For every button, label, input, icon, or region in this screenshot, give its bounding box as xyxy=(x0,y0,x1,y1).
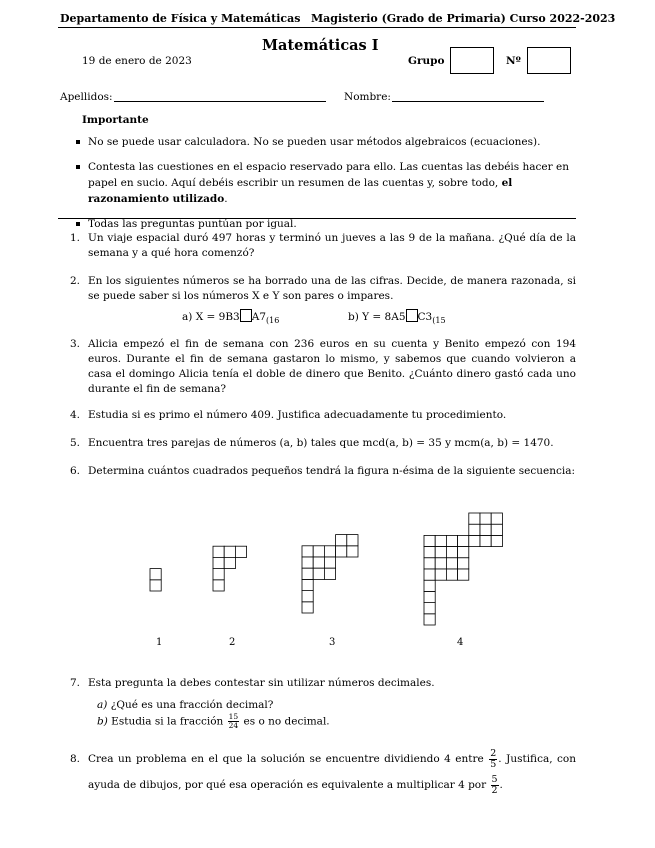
grid-square xyxy=(435,535,446,546)
figure-label-4: 4 xyxy=(457,637,464,648)
question-7-part-a: a) ¿Qué es una fracción decimal? xyxy=(97,699,274,711)
grid-square xyxy=(324,557,335,568)
grid-square xyxy=(435,558,446,569)
grid-square xyxy=(435,547,446,558)
grid-square xyxy=(150,580,161,591)
grid-square xyxy=(446,569,457,580)
important-title: Importante xyxy=(82,114,149,126)
grid-square xyxy=(302,557,313,568)
grid-square xyxy=(347,546,358,557)
grid-square xyxy=(424,558,435,569)
important-item: No se puede usar calculadora. No se pueden usar métodos algebraicos (ecuaciones). xyxy=(60,134,580,150)
important-item: Contesta las cuestiones en el espacio reservado para ello. Las cuentas las debéis hacer en papel en sucio. Aquí debéis escribir un resumen de las cuentas y, sobre todo, el razonamiento utilizado. xyxy=(60,159,580,207)
figure-label-3: 3 xyxy=(329,637,336,648)
grid-square xyxy=(446,558,457,569)
grid-square xyxy=(213,580,224,591)
question-2-part-b: b) Y = 8A5 $C3_{(15}$ xyxy=(348,311,446,326)
grid-square xyxy=(302,546,313,557)
question-4: 4. Estudia si es primo el número 409. Justifica adecuadamente tu procedimiento. xyxy=(70,409,507,421)
grid-square xyxy=(213,569,224,580)
department-header: Departamento de Física y Matemáticas xyxy=(60,12,301,25)
grid-square xyxy=(224,546,235,557)
grid-square xyxy=(424,603,435,614)
grid-square xyxy=(446,547,457,558)
course-header: Magisterio (Grado de Primaria) Curso 2022-2023 xyxy=(311,12,616,25)
question-6: 6. Determina cuántos cuadrados pequeños tendrá la figura n-ésima de la siguiente secuencia: xyxy=(70,465,576,477)
grid-square xyxy=(491,535,502,546)
question-3: 3. Alicia empezó el fin de semana con 236 euros en su cuenta y Benito empezó con 194 euros. Durante el fin de semana gastaron lo mismo, y sabemos que cuando volvieron a casa el domingo Alicia tenía el doble de dinero que Benito. ¿Cuánto dinero gastó cada uno durante el fin de semana? xyxy=(70,338,576,395)
grid-square xyxy=(336,535,347,546)
number-label: Nº xyxy=(506,55,521,67)
grid-square xyxy=(458,558,469,569)
grid-square xyxy=(302,602,313,613)
question-7-part-b: b) Estudia si la fracción $\frac{15}{24}$ es o no decimal. xyxy=(97,712,330,730)
grid-square xyxy=(324,546,335,557)
surname-label: Apellidos: xyxy=(60,91,113,103)
grid-square xyxy=(313,557,324,568)
fraction-5-2: $\frac{5}{2}$ xyxy=(491,773,498,796)
grid-square xyxy=(469,513,480,524)
question-2-part-a: a) X = 9B3 $A7_{(16}$ xyxy=(182,311,280,326)
grid-square xyxy=(424,614,435,625)
grid-square xyxy=(480,524,491,535)
grid-square xyxy=(469,535,480,546)
grid-square xyxy=(224,557,235,568)
grid-square xyxy=(302,579,313,590)
grid-square xyxy=(491,513,502,524)
question-1: 1. Un viaje espacial duró 497 horas y terminó un jueves a las 9 de la mañana. ¿Qué día de la semana y a qué hora comenzó? xyxy=(70,232,576,259)
question-8: 8. Crea un problema en el que la solución se encuentre dividiendo 4 entre $\frac{2}{5}$ . Justifica, con ayuda de dibujos, por qué esa operación es equivalente a multiplicar 4 por $\frac{5}{2}$ . xyxy=(70,747,576,796)
group-label: Grupo xyxy=(408,55,445,67)
grid-square xyxy=(235,546,246,557)
question-7: 7. Esta pregunta la debes contestar sin utilizar números decimales. xyxy=(70,677,435,689)
grid-square xyxy=(302,568,313,579)
grid-square xyxy=(424,569,435,580)
grid-square xyxy=(458,535,469,546)
grid-square xyxy=(480,535,491,546)
exam-date: 19 de enero de 2023 xyxy=(82,55,192,67)
grid-square xyxy=(324,568,335,579)
grid-square xyxy=(347,535,358,546)
grid-square xyxy=(458,569,469,580)
fraction-2-5: $\frac{2}{5}$ xyxy=(490,747,497,770)
grid-square xyxy=(480,513,491,524)
grid-square xyxy=(336,546,347,557)
name-label: Nombre: xyxy=(344,91,391,103)
grid-square xyxy=(435,569,446,580)
grid-square xyxy=(446,535,457,546)
figure-label-1: 1 xyxy=(156,637,163,648)
grid-square xyxy=(313,568,324,579)
question-5: 5. Encuentra tres parejas de números (a, b) tales que mcd(a, b) = 35 y mcm(a, b) = 1470. xyxy=(70,437,554,449)
exam-title: Matemáticas I xyxy=(262,37,379,54)
important-item: Todas las preguntas puntúan por igual. xyxy=(60,216,580,232)
grid-square xyxy=(491,524,502,535)
grid-square xyxy=(424,535,435,546)
grid-square xyxy=(302,591,313,602)
grid-square xyxy=(424,591,435,602)
grid-square xyxy=(424,547,435,558)
question-2: 2. En los siguientes números se ha borrado una de las cifras. Decide, de manera razonada, si se puede saber si los números X e Y son pares o impares. xyxy=(70,275,576,302)
grid-square xyxy=(150,569,161,580)
grid-square xyxy=(458,547,469,558)
grid-square xyxy=(213,557,224,568)
fraction-15-24: $\frac{15}{24}$ xyxy=(228,712,239,730)
grid-square xyxy=(313,546,324,557)
grid-square xyxy=(424,580,435,591)
grid-square xyxy=(213,546,224,557)
grid-square xyxy=(469,524,480,535)
figure-label-2: 2 xyxy=(229,637,236,648)
